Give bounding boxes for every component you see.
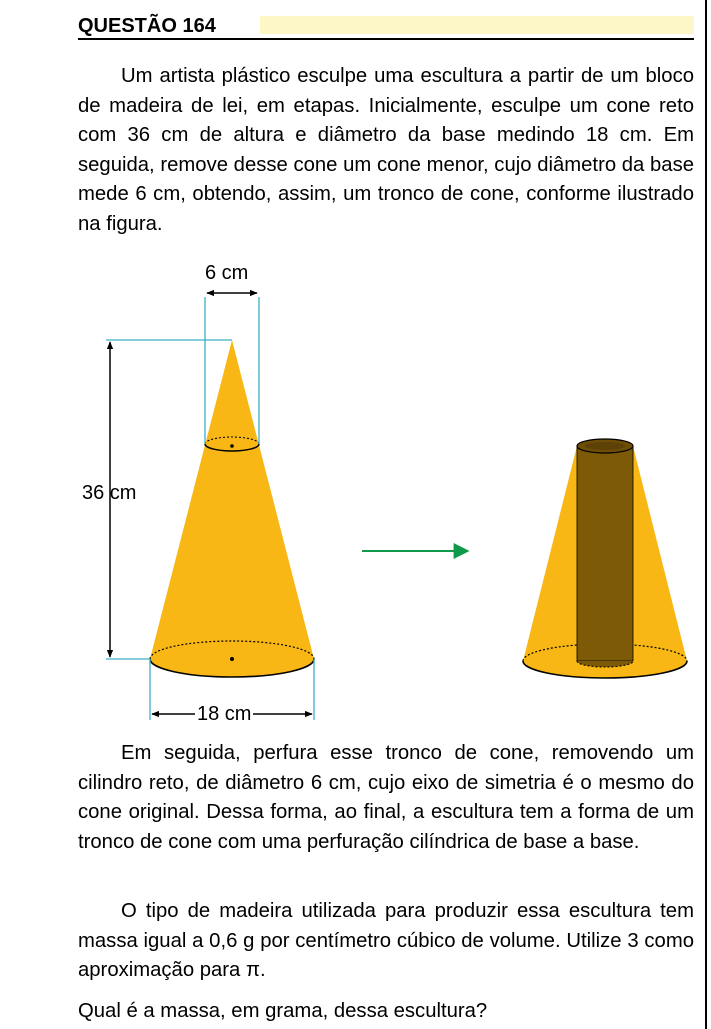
drill-paragraph: Em seguida, perfura esse tronco de cone, removendo um cilindro reto, de diâmetro 6 cm, cujo eixo de simetria é o mesmo do cone original. Dessa forma, ao final, a escultura tem a forma de um tronco de cone com uma perfuração cilíndrica de base a base.: [78, 742, 694, 853]
header-highlight-bar: [260, 16, 694, 34]
question-prompt: Qual é a massa, em grama, dessa escultura?: [78, 1000, 488, 1022]
density-paragraph: O tipo de madeira utilizada para produzir essa escultura tem massa igual a 0,6 g por centímetro cúbico de volume. Utilize 3 como aproximação para π.: [78, 900, 694, 981]
top-diameter-label: 6 cm: [205, 262, 249, 284]
question-title: QUESTÃO 164: [78, 15, 216, 37]
intro-paragraph: Um artista plástico esculpe uma escultura a partir de um bloco de madeira de lei, em etapas. Inicialmente, esculpe um cone reto com 36 cm de altura e diâmetro da base medindo 18 cm. Em seguida, remove desse cone um cone menor, cujo diâmetro da base mede 6 cm, obtendo, assim, um tronco de cone, conforme ilustrado na figura.: [78, 65, 694, 235]
height-label: 36 cm: [82, 482, 137, 504]
header-underline: [78, 38, 694, 40]
drilled-frustum: [523, 439, 687, 678]
base-diameter-label: 18 cm: [197, 703, 252, 725]
original-cone: [150, 340, 314, 677]
question-header: [78, 14, 694, 40]
cone-figure: [0, 250, 711, 730]
